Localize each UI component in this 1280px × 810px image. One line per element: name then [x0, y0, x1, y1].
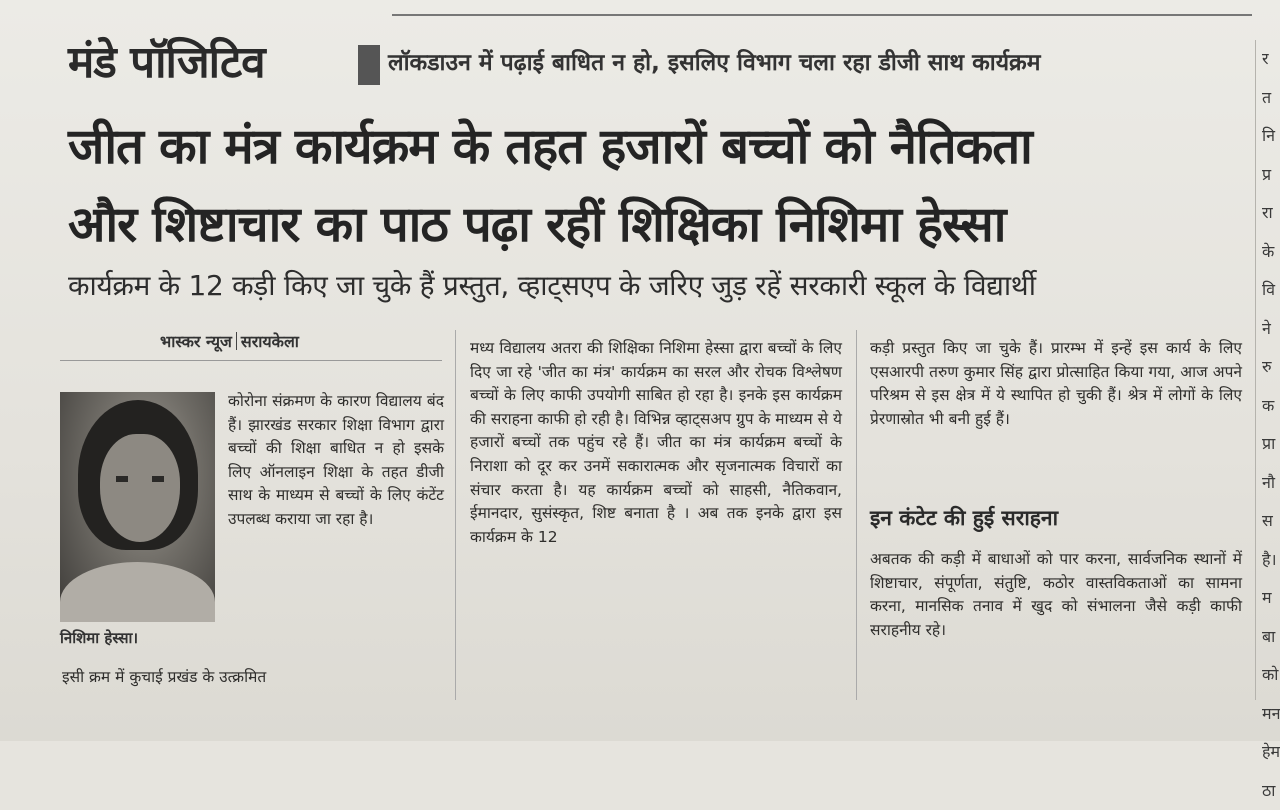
article-column-3 — [870, 337, 1242, 431]
column-3-lower-text: अबतक की कड़ी में बाधाओं को पार करना, सार्वजनिक स्थानों में शिष्टाचार, संपूर्णता, संतुष्टि, कठोर वास्तविकताओं का सामना करना, मानसिक तनाव में खुद को संभालना जैसे कड़ी काफी सराहनीय रहे। — [870, 548, 1242, 642]
edge-fragment: है। — [1262, 541, 1280, 580]
edge-fragment: बा — [1262, 618, 1280, 657]
edge-fragment: र — [1262, 40, 1280, 79]
column-1-cont-text: इसी क्रम में कुचाई प्रखंड के उत्क्रमित — [62, 666, 444, 690]
edge-fragment: हेम — [1262, 733, 1280, 772]
edge-fragment: म — [1262, 579, 1280, 618]
edge-fragment: वि — [1262, 271, 1280, 310]
column-divider — [856, 330, 857, 700]
edge-fragment: स — [1262, 502, 1280, 541]
byline-separator — [236, 332, 237, 350]
headline-line-2: और शिष्टाचार का पाठ पढ़ा रहीं शिक्षिका निशिमा हेस्सा — [68, 190, 1005, 256]
article-column-3-lower — [870, 548, 1242, 642]
photo-caption: निशिमा हेस्सा। — [60, 628, 138, 648]
edge-divider — [1255, 40, 1256, 700]
edge-fragment: त — [1262, 79, 1280, 118]
edge-fragment: रु — [1262, 348, 1280, 387]
kicker-label: मंडे पॉजिटिव — [68, 30, 265, 90]
edge-fragment: ठा — [1262, 772, 1280, 810]
deck-subheadline: कार्यक्रम के 12 कड़ी किए जा चुके हैं प्रस्तुत, व्हाट्सएप के जरिए जुड़ रहें सरकारी स्कूल के विद्यार्थी — [68, 266, 1036, 304]
edge-fragment: नि — [1262, 117, 1280, 156]
column-1-text: कोरोना संक्रमण के कारण विद्यालय बंद हैं। झारखंड सरकार शिक्षा विभाग द्वारा बच्चों की शिक्षा बाधित न हो इसके लिए ऑनलाइन शिक्षा के तहत डीजी साथ के माध्यम से बच्चों के लिए कंटेंट उपलब्ध कराया जा रहा है। — [228, 390, 444, 532]
edge-fragment: के — [1262, 233, 1280, 272]
strap-headline: लॉकडाउन में पढ़ाई बाधित न हो, इसलिए विभाग चला रहा डीजी साथ कार्यक्रम — [388, 45, 1040, 77]
edge-fragment: रा — [1262, 194, 1280, 233]
column-divider — [455, 330, 456, 700]
edge-fragment: क — [1262, 387, 1280, 426]
column-3-text: कड़ी प्रस्तुत किए जा चुके हैं। प्रारम्भ में इन्हें इस कार्य के लिए एसआरपी तरुण कुमार सिंह द्वारा प्रोत्साहित किया गया, आज अपने परिश्रम से इस क्षेत्र में ये स्थापित हो चुकी हैं। श्रेत्र में लोगों के लिए प्रेरणास्रोत भी बनी हुई हैं। — [870, 337, 1242, 431]
portrait-photo — [60, 392, 215, 622]
article-column-1 — [228, 390, 444, 532]
byline-place: सरायकेला — [241, 332, 299, 351]
edge-fragment: नौ — [1262, 464, 1280, 503]
photo-shoulder — [60, 562, 215, 622]
edge-fragment: को — [1262, 656, 1280, 695]
section-subheading: इन कंटेट की हुई सराहना — [870, 504, 1058, 532]
photo-face — [100, 434, 180, 542]
adjacent-article-fragment — [1262, 40, 1280, 810]
top-rule — [392, 14, 1252, 16]
edge-fragment: ने — [1262, 310, 1280, 349]
edge-fragment: प्रा — [1262, 425, 1280, 464]
article-column-2 — [470, 337, 842, 549]
column-2-text: मध्य विद्यालय अतरा की शिक्षिका निशिमा हेस्सा द्वारा बच्चों के लिए दिए जा रहे 'जीत का मंत्र' कार्यक्रम का सरल और रोचक विश्लेषण बच्चों के लिए काफी उपयोगी साबित हो रहा है। इनके इस कार्यक्रम की सराहना काफी हो रही है। विभिन्न व्हाट्सअप ग्रुप के माध्यम से ये हजारों बच्चों तक पहुंच रहे हैं। जीत का मंत्र कार्यक्रम बच्चों के निराशा को दूर कर उनमें सकारात्मक और सृजनात्मक विचारों का संचार करता है। यह कार्यक्रम बच्चों को साहसी, नैतिकवान, ईमानदार, सुसंस्कृत, शिष्ट बनाता है । अब तक इनके द्वारा इस कार्यक्रम के 12 — [470, 337, 842, 549]
photo-eyes — [116, 476, 164, 482]
byline-rule — [60, 360, 442, 361]
edge-fragment: प्र — [1262, 156, 1280, 195]
byline-agency: भास्कर न्यूज — [160, 332, 232, 351]
byline — [160, 330, 299, 352]
article-column-1-continued — [62, 666, 444, 690]
edge-fragment: मन — [1262, 695, 1280, 734]
kicker-bar — [358, 45, 380, 85]
headline-line-1: जीत का मंत्र कार्यक्रम के तहत हजारों बच्चों को नैतिकता — [68, 112, 1032, 178]
